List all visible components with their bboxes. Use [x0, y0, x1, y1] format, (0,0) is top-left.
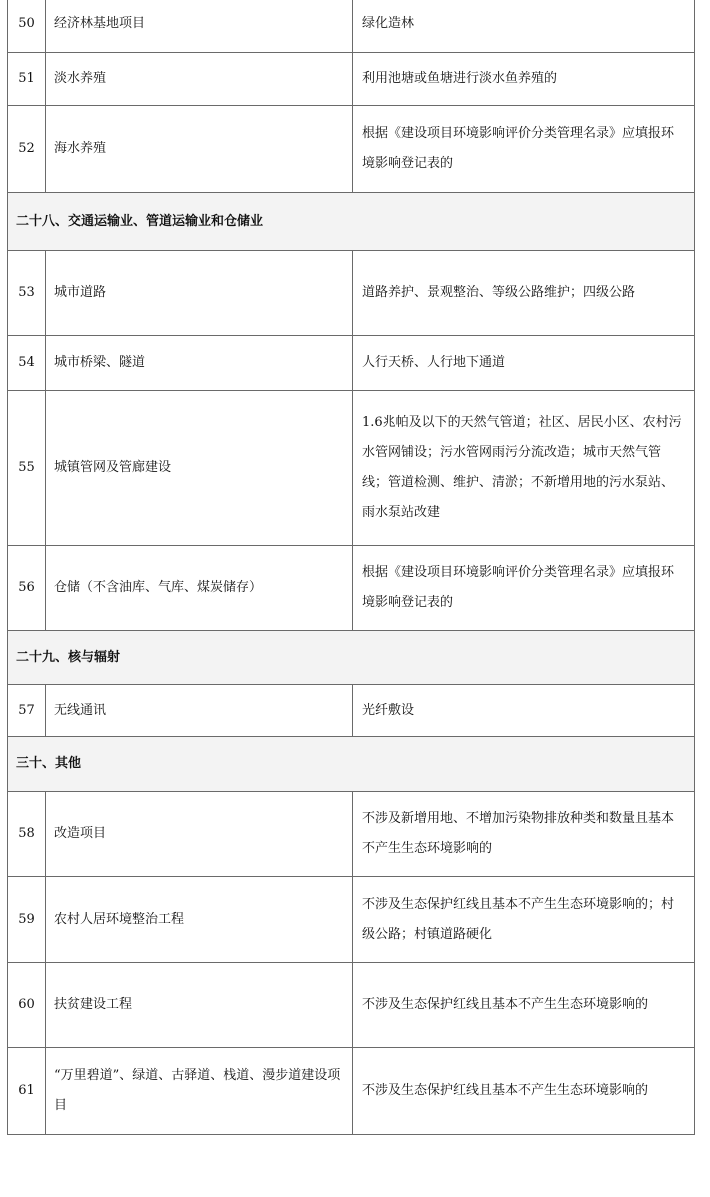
project-scope: 不涉及生态保护红线且基本不产生生态环境影响的；村级公路；村镇道路硬化: [353, 877, 695, 963]
project-name: 淡水养殖: [46, 53, 353, 106]
row-number: 55: [8, 391, 46, 546]
table-row: [8, 251, 695, 336]
row-number: 53: [8, 251, 46, 336]
project-scope: 利用池塘或鱼塘进行淡水鱼养殖的: [353, 53, 695, 106]
row-number: 58: [8, 792, 46, 877]
project-scope: 1.6兆帕及以下的天然气管道；社区、居民小区、农村污水管网铺设；污水管网雨污分流改造；城市天然气管线；管道检测、维护、清淤；不新增用地的污水泵站、雨水泵站改建: [353, 391, 695, 546]
section-row: [8, 193, 695, 251]
table-row: [8, 0, 695, 53]
table-row: [8, 546, 695, 631]
table-row: [8, 106, 695, 193]
project-name: 城市桥梁、隧道: [46, 336, 353, 391]
table-row: [8, 792, 695, 877]
project-catalog-table: [7, 0, 695, 1135]
project-scope: 绿化造林: [353, 0, 695, 53]
section-title: 二十八、交通运输业、管道运输业和仓储业: [8, 193, 695, 251]
row-number: 56: [8, 546, 46, 631]
row-number: 59: [8, 877, 46, 963]
project-name: 扶贫建设工程: [46, 963, 353, 1048]
section-title: 三十、其他: [8, 737, 695, 792]
project-name: 城镇管网及管廊建设: [46, 391, 353, 546]
table-row: [8, 963, 695, 1048]
table-row: [8, 53, 695, 106]
project-scope: 根据《建设项目环境影响评价分类管理名录》应填报环境影响登记表的: [353, 106, 695, 193]
row-number: 51: [8, 53, 46, 106]
row-number: 50: [8, 0, 46, 53]
table-row: [8, 1048, 695, 1135]
project-scope: 不涉及新增用地、不增加污染物排放种类和数量且基本不产生生态环境影响的: [353, 792, 695, 877]
table-row: [8, 685, 695, 737]
project-name: “万里碧道”、绿道、古驿道、栈道、漫步道建设项目: [46, 1048, 353, 1135]
project-name: 经济林基地项目: [46, 0, 353, 53]
project-name: 城市道路: [46, 251, 353, 336]
row-number: 61: [8, 1048, 46, 1135]
project-scope: 不涉及生态保护红线且基本不产生生态环境影响的: [353, 1048, 695, 1135]
project-scope: 光纤敷设: [353, 685, 695, 737]
project-scope: 道路养护、景观整治、等级公路维护；四级公路: [353, 251, 695, 336]
section-title: 二十九、核与辐射: [8, 631, 695, 685]
table-row: [8, 336, 695, 391]
row-number: 52: [8, 106, 46, 193]
section-row: [8, 631, 695, 685]
project-scope: 根据《建设项目环境影响评价分类管理名录》应填报环境影响登记表的: [353, 546, 695, 631]
section-row: [8, 737, 695, 792]
project-name: 仓储（不含油库、气库、煤炭储存）: [46, 546, 353, 631]
table-row: [8, 391, 695, 546]
project-name: 海水养殖: [46, 106, 353, 193]
row-number: 54: [8, 336, 46, 391]
project-name: 无线通讯: [46, 685, 353, 737]
project-name: 农村人居环境整治工程: [46, 877, 353, 963]
table-row: [8, 877, 695, 963]
row-number: 60: [8, 963, 46, 1048]
project-name: 改造项目: [46, 792, 353, 877]
project-scope: 人行天桥、人行地下通道: [353, 336, 695, 391]
project-scope: 不涉及生态保护红线且基本不产生生态环境影响的: [353, 963, 695, 1048]
row-number: 57: [8, 685, 46, 737]
